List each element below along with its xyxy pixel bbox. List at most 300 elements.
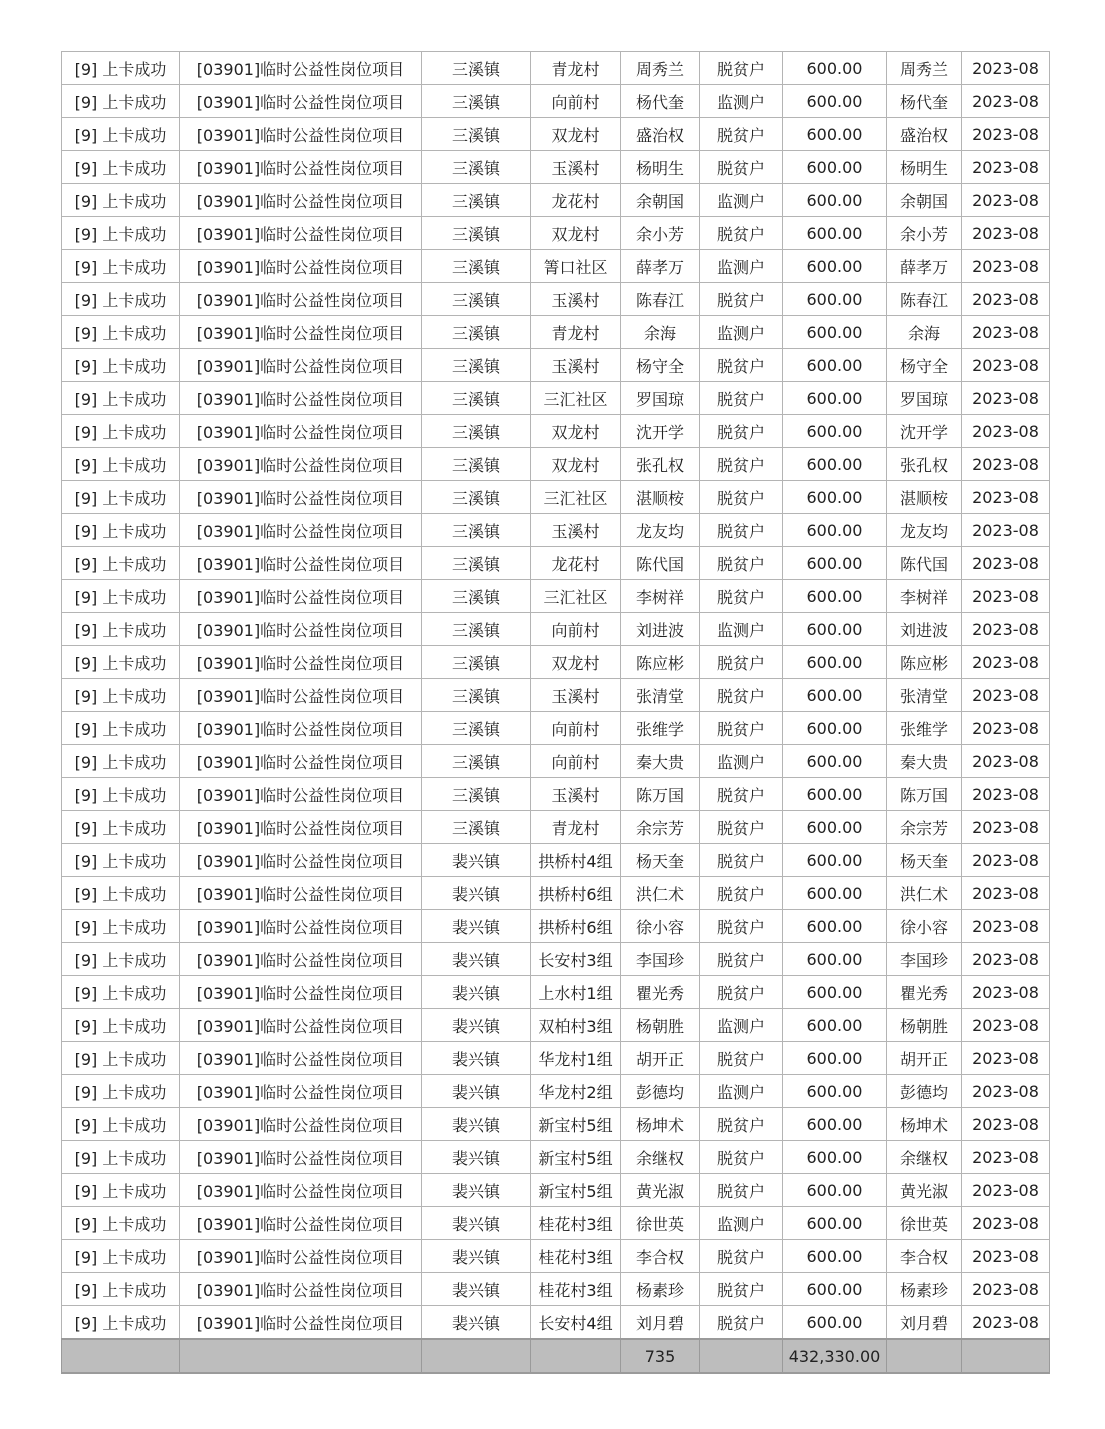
- village-cell: 双柏村3组: [531, 1009, 621, 1042]
- amount-cell: 600.00: [783, 745, 887, 778]
- project-cell: [03901]临时公益性岗位项目: [180, 481, 422, 514]
- town-cell: 三溪镇: [422, 217, 531, 250]
- type-cell: 脱贫户: [700, 1141, 783, 1174]
- payee-cell: 胡开正: [887, 1042, 962, 1075]
- project-cell: [03901]临时公益性岗位项目: [180, 910, 422, 943]
- project-cell: [03901]临时公益性岗位项目: [180, 52, 422, 85]
- amount-cell: 600.00: [783, 118, 887, 151]
- name-cell: 杨坤术: [621, 1108, 700, 1141]
- town-cell: 三溪镇: [422, 646, 531, 679]
- project-cell: [03901]临时公益性岗位项目: [180, 85, 422, 118]
- project-cell: [03901]临时公益性岗位项目: [180, 349, 422, 382]
- name-cell: 徐世英: [621, 1207, 700, 1240]
- amount-cell: 600.00: [783, 811, 887, 844]
- town-cell: 三溪镇: [422, 712, 531, 745]
- status-cell: [9] 上卡成功: [62, 745, 180, 778]
- type-cell: 脱贫户: [700, 547, 783, 580]
- town-cell: 三溪镇: [422, 547, 531, 580]
- town-cell: 裴兴镇: [422, 1141, 531, 1174]
- name-cell: 杨代奎: [621, 85, 700, 118]
- payee-cell: 余小芳: [887, 217, 962, 250]
- status-cell: [9] 上卡成功: [62, 778, 180, 811]
- period-cell: 2023-08: [962, 811, 1050, 844]
- period-cell: 2023-08: [962, 52, 1050, 85]
- name-cell: 杨素珍: [621, 1273, 700, 1306]
- type-cell: 脱贫户: [700, 1306, 783, 1340]
- status-cell: [9] 上卡成功: [62, 679, 180, 712]
- status-cell: [9] 上卡成功: [62, 52, 180, 85]
- town-cell: 三溪镇: [422, 514, 531, 547]
- status-cell: [9] 上卡成功: [62, 1042, 180, 1075]
- status-cell: [9] 上卡成功: [62, 1240, 180, 1273]
- amount-cell: 600.00: [783, 1009, 887, 1042]
- town-cell: 裴兴镇: [422, 976, 531, 1009]
- town-cell: 三溪镇: [422, 778, 531, 811]
- period-cell: 2023-08: [962, 217, 1050, 250]
- project-cell: [03901]临时公益性岗位项目: [180, 547, 422, 580]
- village-cell: 三汇社区: [531, 580, 621, 613]
- table-row: [62, 349, 1050, 382]
- status-cell: [9] 上卡成功: [62, 1207, 180, 1240]
- status-cell: [9] 上卡成功: [62, 844, 180, 877]
- amount-cell: 600.00: [783, 382, 887, 415]
- payee-cell: 余继权: [887, 1141, 962, 1174]
- amount-cell: 600.00: [783, 217, 887, 250]
- period-cell: 2023-08: [962, 283, 1050, 316]
- table-row: [62, 1174, 1050, 1207]
- village-cell: 玉溪村: [531, 514, 621, 547]
- status-cell: [9] 上卡成功: [62, 217, 180, 250]
- payee-cell: 余海: [887, 316, 962, 349]
- project-cell: [03901]临时公益性岗位项目: [180, 1273, 422, 1306]
- table-row: [62, 283, 1050, 316]
- status-cell: [9] 上卡成功: [62, 184, 180, 217]
- type-cell: 监测户: [700, 85, 783, 118]
- amount-cell: 600.00: [783, 250, 887, 283]
- table-row: [62, 1075, 1050, 1108]
- project-cell: [03901]临时公益性岗位项目: [180, 778, 422, 811]
- name-cell: 陈春江: [621, 283, 700, 316]
- name-cell: 余小芳: [621, 217, 700, 250]
- type-cell: 监测户: [700, 250, 783, 283]
- village-cell: 新宝村5组: [531, 1174, 621, 1207]
- type-cell: 脱贫户: [700, 118, 783, 151]
- type-cell: 脱贫户: [700, 1240, 783, 1273]
- name-cell: 陈应彬: [621, 646, 700, 679]
- total-cell-payee: [887, 1339, 962, 1373]
- table-row: [62, 1306, 1050, 1340]
- payee-cell: 余朝国: [887, 184, 962, 217]
- total-cell-project: [180, 1339, 422, 1373]
- payee-cell: 李合权: [887, 1240, 962, 1273]
- village-cell: 向前村: [531, 745, 621, 778]
- town-cell: 三溪镇: [422, 52, 531, 85]
- village-cell: 双龙村: [531, 646, 621, 679]
- payee-cell: 杨坤术: [887, 1108, 962, 1141]
- name-cell: 黄光淑: [621, 1174, 700, 1207]
- status-cell: [9] 上卡成功: [62, 514, 180, 547]
- amount-cell: 600.00: [783, 844, 887, 877]
- amount-cell: 600.00: [783, 1207, 887, 1240]
- payee-cell: 陈应彬: [887, 646, 962, 679]
- period-cell: 2023-08: [962, 745, 1050, 778]
- town-cell: 三溪镇: [422, 580, 531, 613]
- amount-cell: 600.00: [783, 184, 887, 217]
- name-cell: 张维学: [621, 712, 700, 745]
- project-cell: [03901]临时公益性岗位项目: [180, 184, 422, 217]
- project-cell: [03901]临时公益性岗位项目: [180, 1174, 422, 1207]
- name-cell: 余宗芳: [621, 811, 700, 844]
- type-cell: 脱贫户: [700, 910, 783, 943]
- status-cell: [9] 上卡成功: [62, 283, 180, 316]
- payee-cell: 张维学: [887, 712, 962, 745]
- amount-cell: 600.00: [783, 1075, 887, 1108]
- total-cell-status: [62, 1339, 180, 1373]
- project-cell: [03901]临时公益性岗位项目: [180, 943, 422, 976]
- payee-cell: 刘进波: [887, 613, 962, 646]
- project-cell: [03901]临时公益性岗位项目: [180, 613, 422, 646]
- town-cell: 裴兴镇: [422, 1042, 531, 1075]
- payee-cell: 湛顺桉: [887, 481, 962, 514]
- name-cell: 徐小容: [621, 910, 700, 943]
- status-cell: [9] 上卡成功: [62, 415, 180, 448]
- town-cell: 三溪镇: [422, 184, 531, 217]
- project-cell: [03901]临时公益性岗位项目: [180, 151, 422, 184]
- payee-cell: 徐小容: [887, 910, 962, 943]
- type-cell: 脱贫户: [700, 712, 783, 745]
- type-cell: 监测户: [700, 184, 783, 217]
- amount-cell: 600.00: [783, 151, 887, 184]
- status-cell: [9] 上卡成功: [62, 250, 180, 283]
- status-cell: [9] 上卡成功: [62, 1009, 180, 1042]
- town-cell: 三溪镇: [422, 349, 531, 382]
- village-cell: 双龙村: [531, 118, 621, 151]
- town-cell: 三溪镇: [422, 250, 531, 283]
- village-cell: 青龙村: [531, 811, 621, 844]
- town-cell: 三溪镇: [422, 151, 531, 184]
- table-row: [62, 1273, 1050, 1306]
- project-cell: [03901]临时公益性岗位项目: [180, 415, 422, 448]
- payee-cell: 彭德均: [887, 1075, 962, 1108]
- name-cell: 杨天奎: [621, 844, 700, 877]
- amount-cell: 600.00: [783, 481, 887, 514]
- type-cell: 脱贫户: [700, 217, 783, 250]
- project-cell: [03901]临时公益性岗位项目: [180, 745, 422, 778]
- village-cell: 玉溪村: [531, 283, 621, 316]
- town-cell: 裴兴镇: [422, 1273, 531, 1306]
- type-cell: 监测户: [700, 1207, 783, 1240]
- total-count: 735: [621, 1339, 700, 1373]
- type-cell: 脱贫户: [700, 151, 783, 184]
- village-cell: 双龙村: [531, 415, 621, 448]
- status-cell: [9] 上卡成功: [62, 1141, 180, 1174]
- project-cell: [03901]临时公益性岗位项目: [180, 646, 422, 679]
- town-cell: 三溪镇: [422, 745, 531, 778]
- amount-cell: 600.00: [783, 316, 887, 349]
- period-cell: 2023-08: [962, 712, 1050, 745]
- period-cell: 2023-08: [962, 1141, 1050, 1174]
- town-cell: 裴兴镇: [422, 910, 531, 943]
- total-cell-type: [700, 1339, 783, 1373]
- status-cell: [9] 上卡成功: [62, 580, 180, 613]
- period-cell: 2023-08: [962, 349, 1050, 382]
- type-cell: 脱贫户: [700, 349, 783, 382]
- type-cell: 监测户: [700, 316, 783, 349]
- amount-cell: 600.00: [783, 877, 887, 910]
- project-cell: [03901]临时公益性岗位项目: [180, 316, 422, 349]
- table-row: [62, 745, 1050, 778]
- town-cell: 裴兴镇: [422, 943, 531, 976]
- status-cell: [9] 上卡成功: [62, 316, 180, 349]
- project-cell: [03901]临时公益性岗位项目: [180, 844, 422, 877]
- payee-cell: 瞿光秀: [887, 976, 962, 1009]
- table-row: [62, 118, 1050, 151]
- type-cell: 监测户: [700, 1009, 783, 1042]
- period-cell: 2023-08: [962, 514, 1050, 547]
- town-cell: 三溪镇: [422, 415, 531, 448]
- payee-cell: 杨守全: [887, 349, 962, 382]
- name-cell: 胡开正: [621, 1042, 700, 1075]
- town-cell: 裴兴镇: [422, 1108, 531, 1141]
- name-cell: 罗国琼: [621, 382, 700, 415]
- total-amount: 432,330.00: [783, 1339, 887, 1373]
- name-cell: 沈开学: [621, 415, 700, 448]
- name-cell: 杨明生: [621, 151, 700, 184]
- amount-cell: 600.00: [783, 1042, 887, 1075]
- status-cell: [9] 上卡成功: [62, 151, 180, 184]
- period-cell: 2023-08: [962, 976, 1050, 1009]
- payee-cell: 洪仁术: [887, 877, 962, 910]
- amount-cell: 600.00: [783, 646, 887, 679]
- name-cell: 余海: [621, 316, 700, 349]
- project-cell: [03901]临时公益性岗位项目: [180, 580, 422, 613]
- table-row: [62, 877, 1050, 910]
- name-cell: 薛孝万: [621, 250, 700, 283]
- payee-cell: 陈代国: [887, 547, 962, 580]
- type-cell: 脱贫户: [700, 646, 783, 679]
- project-cell: [03901]临时公益性岗位项目: [180, 1207, 422, 1240]
- name-cell: 刘月碧: [621, 1306, 700, 1340]
- payee-cell: 陈春江: [887, 283, 962, 316]
- village-cell: 拱桥村6组: [531, 877, 621, 910]
- total-cell-town: [422, 1339, 531, 1373]
- town-cell: 三溪镇: [422, 382, 531, 415]
- period-cell: 2023-08: [962, 118, 1050, 151]
- village-cell: 向前村: [531, 613, 621, 646]
- type-cell: 脱贫户: [700, 1273, 783, 1306]
- village-cell: 箐口社区: [531, 250, 621, 283]
- village-cell: 新宝村5组: [531, 1141, 621, 1174]
- amount-cell: 600.00: [783, 85, 887, 118]
- status-cell: [9] 上卡成功: [62, 712, 180, 745]
- amount-cell: 600.00: [783, 1240, 887, 1273]
- village-cell: 青龙村: [531, 316, 621, 349]
- amount-cell: 600.00: [783, 52, 887, 85]
- amount-cell: 600.00: [783, 1174, 887, 1207]
- period-cell: 2023-08: [962, 778, 1050, 811]
- period-cell: 2023-08: [962, 1075, 1050, 1108]
- name-cell: 彭德均: [621, 1075, 700, 1108]
- status-cell: [9] 上卡成功: [62, 448, 180, 481]
- period-cell: 2023-08: [962, 1042, 1050, 1075]
- project-cell: [03901]临时公益性岗位项目: [180, 514, 422, 547]
- table-row: [62, 415, 1050, 448]
- amount-cell: 600.00: [783, 1273, 887, 1306]
- status-cell: [9] 上卡成功: [62, 877, 180, 910]
- period-cell: 2023-08: [962, 184, 1050, 217]
- table-row: [62, 943, 1050, 976]
- amount-cell: 600.00: [783, 580, 887, 613]
- type-cell: 脱贫户: [700, 283, 783, 316]
- status-cell: [9] 上卡成功: [62, 118, 180, 151]
- table-row: [62, 613, 1050, 646]
- period-cell: 2023-08: [962, 382, 1050, 415]
- project-cell: [03901]临时公益性岗位项目: [180, 1042, 422, 1075]
- total-cell-period: [962, 1339, 1050, 1373]
- village-cell: 双龙村: [531, 217, 621, 250]
- table-row: [62, 1141, 1050, 1174]
- type-cell: 脱贫户: [700, 52, 783, 85]
- amount-cell: 600.00: [783, 448, 887, 481]
- type-cell: 脱贫户: [700, 811, 783, 844]
- amount-cell: 600.00: [783, 976, 887, 1009]
- village-cell: 向前村: [531, 712, 621, 745]
- project-cell: [03901]临时公益性岗位项目: [180, 250, 422, 283]
- table-row: [62, 52, 1050, 85]
- period-cell: 2023-08: [962, 844, 1050, 877]
- total-row: [62, 1339, 1050, 1373]
- type-cell: 脱贫户: [700, 976, 783, 1009]
- period-cell: 2023-08: [962, 1009, 1050, 1042]
- type-cell: 脱贫户: [700, 1042, 783, 1075]
- period-cell: 2023-08: [962, 448, 1050, 481]
- name-cell: 杨朝胜: [621, 1009, 700, 1042]
- type-cell: 脱贫户: [700, 877, 783, 910]
- period-cell: 2023-08: [962, 151, 1050, 184]
- payee-cell: 黄光淑: [887, 1174, 962, 1207]
- name-cell: 李树祥: [621, 580, 700, 613]
- village-cell: 龙花村: [531, 547, 621, 580]
- amount-cell: 600.00: [783, 514, 887, 547]
- town-cell: 三溪镇: [422, 481, 531, 514]
- amount-cell: 600.00: [783, 1306, 887, 1340]
- amount-cell: 600.00: [783, 349, 887, 382]
- payee-cell: 杨素珍: [887, 1273, 962, 1306]
- payee-cell: 盛治权: [887, 118, 962, 151]
- status-cell: [9] 上卡成功: [62, 1306, 180, 1340]
- project-cell: [03901]临时公益性岗位项目: [180, 448, 422, 481]
- village-cell: 向前村: [531, 85, 621, 118]
- period-cell: 2023-08: [962, 580, 1050, 613]
- village-cell: 桂花村3组: [531, 1207, 621, 1240]
- payment-table: [61, 51, 1050, 1374]
- project-cell: [03901]临时公益性岗位项目: [180, 1306, 422, 1340]
- project-cell: [03901]临时公益性岗位项目: [180, 283, 422, 316]
- table-row: [62, 547, 1050, 580]
- total-cell-village: [531, 1339, 621, 1373]
- project-cell: [03901]临时公益性岗位项目: [180, 382, 422, 415]
- name-cell: 周秀兰: [621, 52, 700, 85]
- village-cell: 玉溪村: [531, 349, 621, 382]
- village-cell: 长安村4组: [531, 1306, 621, 1340]
- status-cell: [9] 上卡成功: [62, 85, 180, 118]
- project-cell: [03901]临时公益性岗位项目: [180, 1141, 422, 1174]
- project-cell: [03901]临时公益性岗位项目: [180, 217, 422, 250]
- project-cell: [03901]临时公益性岗位项目: [180, 1075, 422, 1108]
- period-cell: 2023-08: [962, 1273, 1050, 1306]
- town-cell: 三溪镇: [422, 613, 531, 646]
- type-cell: 脱贫户: [700, 448, 783, 481]
- project-cell: [03901]临时公益性岗位项目: [180, 1009, 422, 1042]
- period-cell: 2023-08: [962, 910, 1050, 943]
- status-cell: [9] 上卡成功: [62, 1075, 180, 1108]
- type-cell: 监测户: [700, 613, 783, 646]
- town-cell: 三溪镇: [422, 448, 531, 481]
- table-row: [62, 217, 1050, 250]
- name-cell: 龙友均: [621, 514, 700, 547]
- table-row: [62, 1042, 1050, 1075]
- project-cell: [03901]临时公益性岗位项目: [180, 877, 422, 910]
- payee-cell: 沈开学: [887, 415, 962, 448]
- payee-cell: 杨朝胜: [887, 1009, 962, 1042]
- name-cell: 湛顺桉: [621, 481, 700, 514]
- payee-cell: 刘月碧: [887, 1306, 962, 1340]
- table-row: [62, 1207, 1050, 1240]
- table-row: [62, 151, 1050, 184]
- town-cell: 裴兴镇: [422, 1306, 531, 1340]
- amount-cell: 600.00: [783, 910, 887, 943]
- town-cell: 三溪镇: [422, 85, 531, 118]
- table-row: [62, 514, 1050, 547]
- town-cell: 裴兴镇: [422, 1207, 531, 1240]
- name-cell: 秦大贵: [621, 745, 700, 778]
- table-row: [62, 580, 1050, 613]
- amount-cell: 600.00: [783, 712, 887, 745]
- village-cell: 玉溪村: [531, 679, 621, 712]
- table-row: [62, 1108, 1050, 1141]
- amount-cell: 600.00: [783, 283, 887, 316]
- amount-cell: 600.00: [783, 778, 887, 811]
- village-cell: 拱桥村6组: [531, 910, 621, 943]
- type-cell: 脱贫户: [700, 580, 783, 613]
- period-cell: 2023-08: [962, 877, 1050, 910]
- name-cell: 张孔权: [621, 448, 700, 481]
- name-cell: 洪仁术: [621, 877, 700, 910]
- period-cell: 2023-08: [962, 613, 1050, 646]
- town-cell: 裴兴镇: [422, 1075, 531, 1108]
- amount-cell: 600.00: [783, 613, 887, 646]
- type-cell: 脱贫户: [700, 514, 783, 547]
- period-cell: 2023-08: [962, 1207, 1050, 1240]
- village-cell: 青龙村: [531, 52, 621, 85]
- payee-cell: 李树祥: [887, 580, 962, 613]
- period-cell: 2023-08: [962, 316, 1050, 349]
- status-cell: [9] 上卡成功: [62, 349, 180, 382]
- type-cell: 监测户: [700, 745, 783, 778]
- payee-cell: 张孔权: [887, 448, 962, 481]
- name-cell: 刘进波: [621, 613, 700, 646]
- table-row: [62, 85, 1050, 118]
- amount-cell: 600.00: [783, 415, 887, 448]
- status-cell: [9] 上卡成功: [62, 1108, 180, 1141]
- town-cell: 裴兴镇: [422, 1009, 531, 1042]
- village-cell: 桂花村3组: [531, 1273, 621, 1306]
- payee-cell: 秦大贵: [887, 745, 962, 778]
- amount-cell: 600.00: [783, 943, 887, 976]
- status-cell: [9] 上卡成功: [62, 811, 180, 844]
- table-row: [62, 1240, 1050, 1273]
- status-cell: [9] 上卡成功: [62, 943, 180, 976]
